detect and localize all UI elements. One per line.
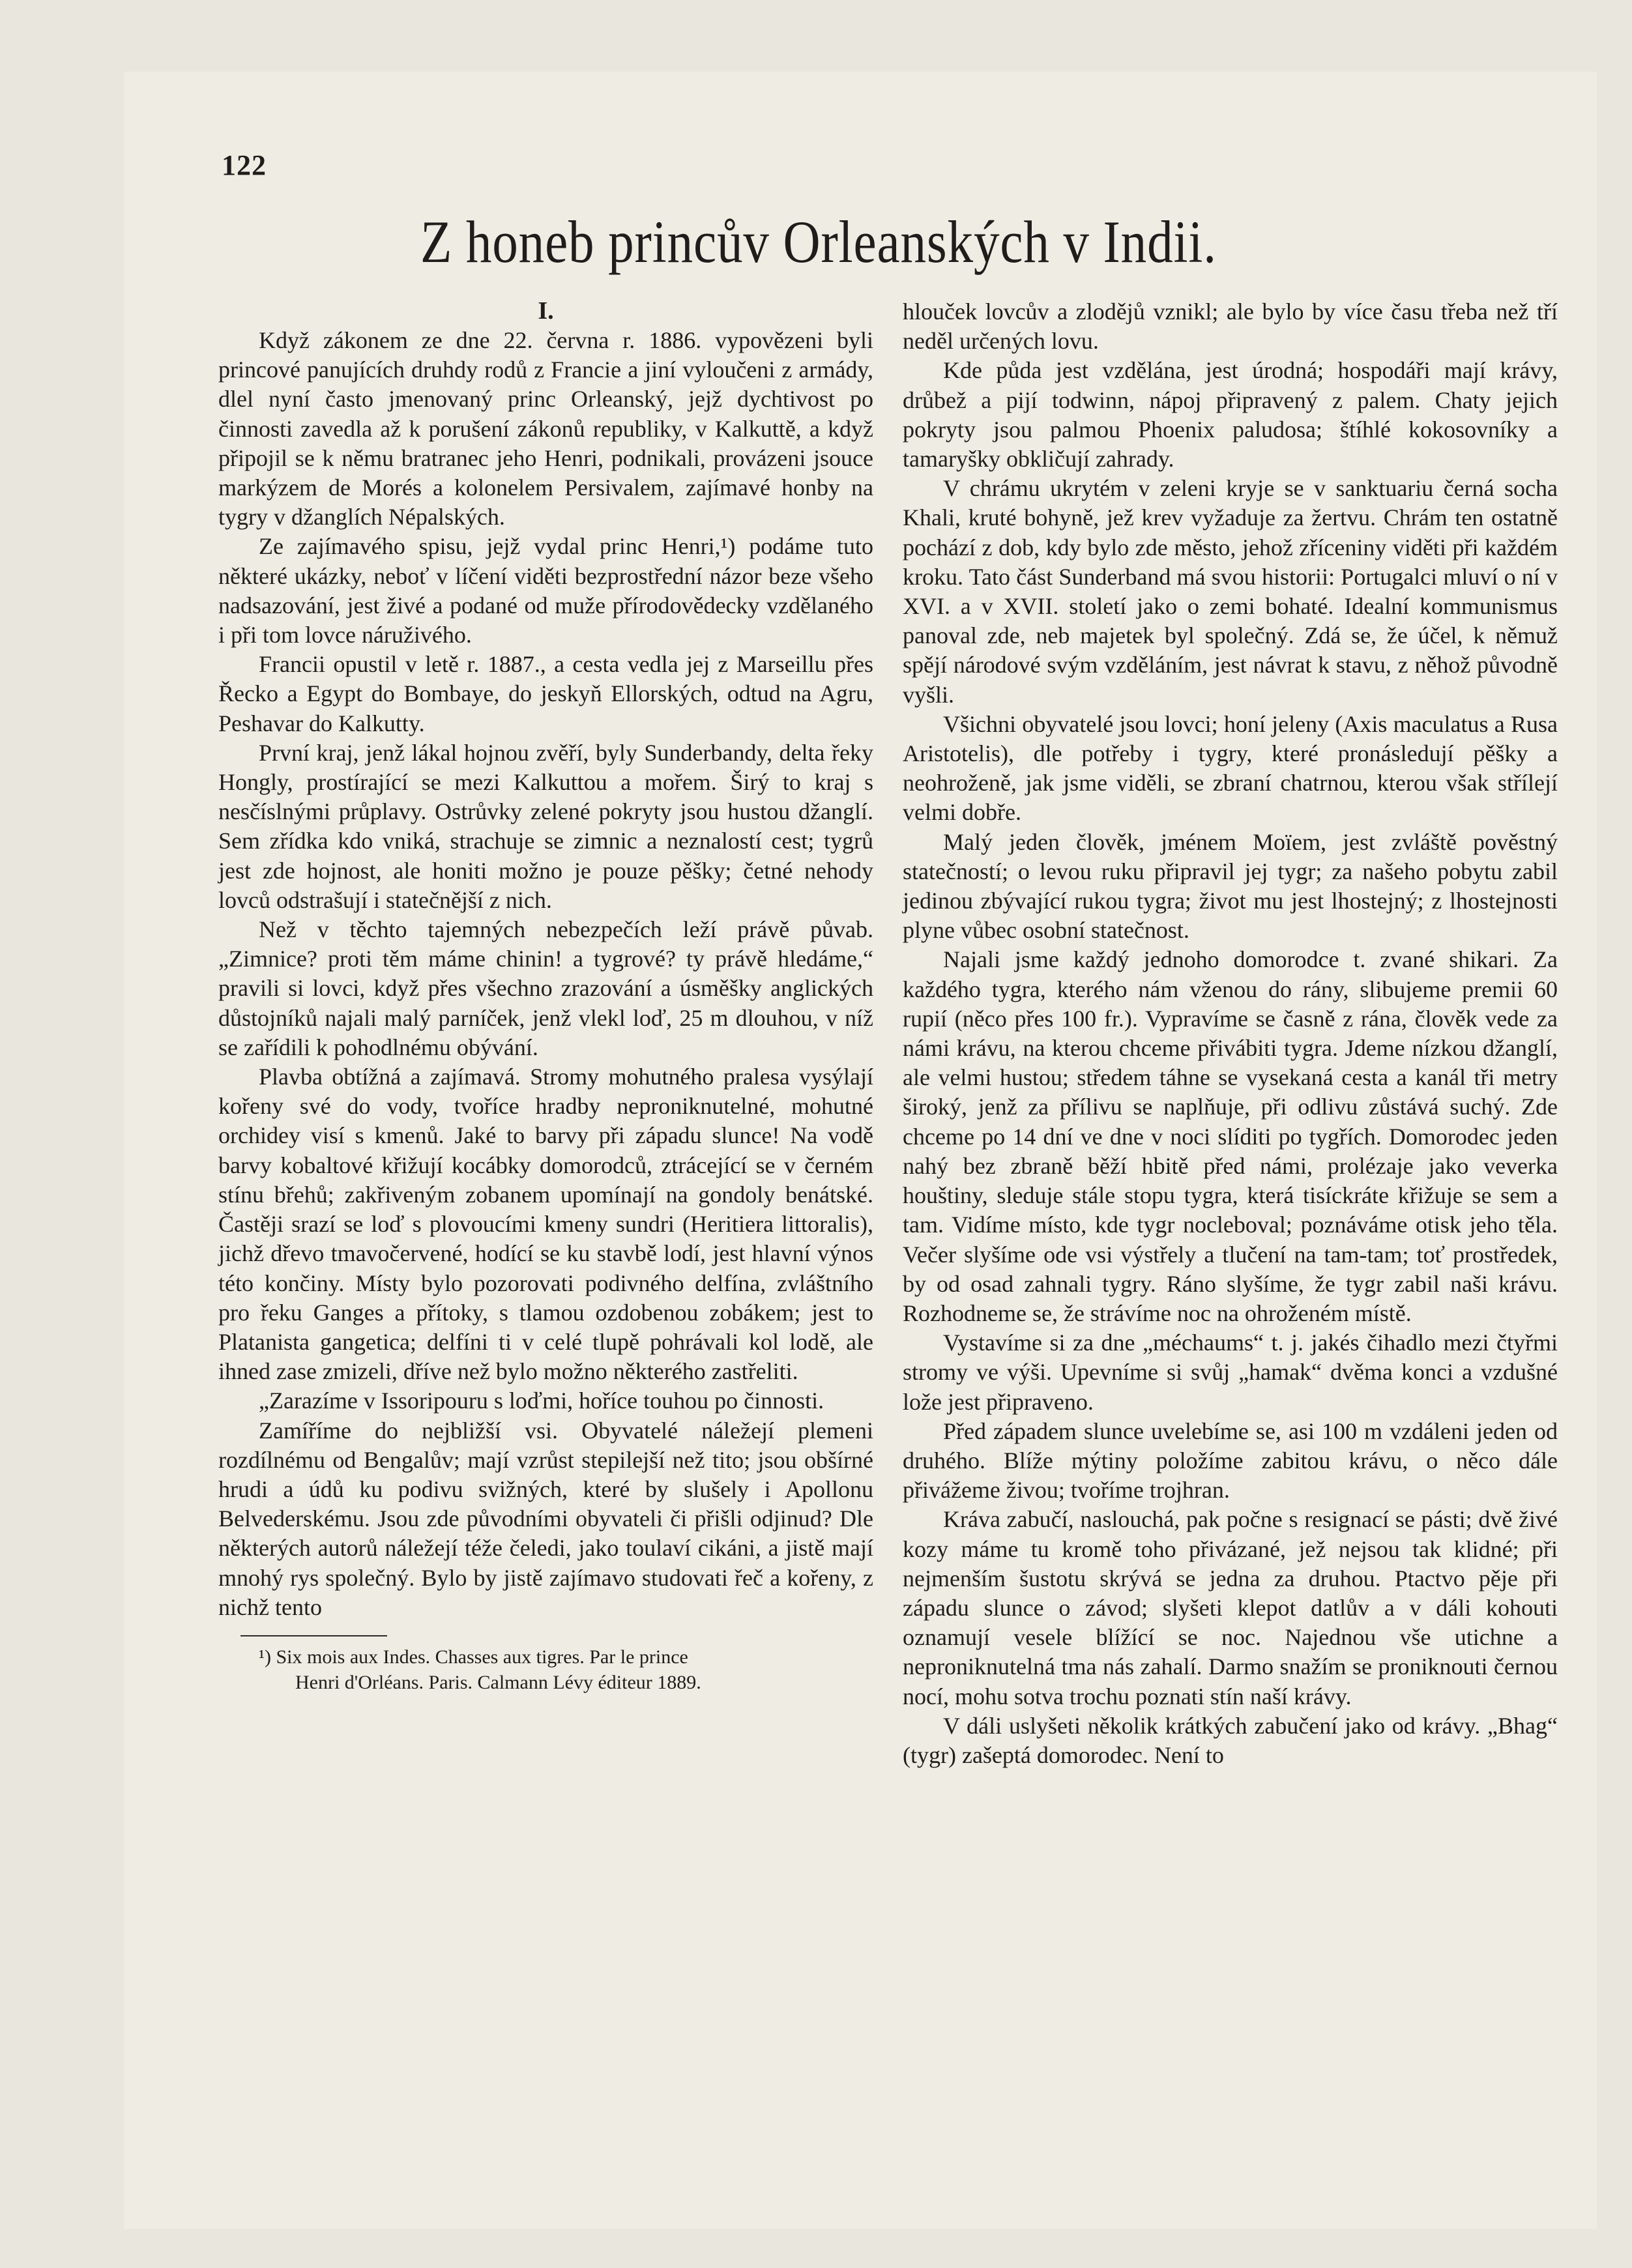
paragraph: Malý jeden člověk, jménem Moïem, jest zvláště pověstný statečností; o levou ruku připravil jej tygr; za našeho pobytu zabil jedinou zbývající rukou tygra; život mu jest lhostejný; z lhostejnosti plyne vůbec osobní statečnost.	[903, 828, 1558, 944]
paragraph: Kráva zabučí, naslouchá, pak počne s resignací se pásti; dvě živé kozy máme tu kromě toho přivázané, jež nejsou tak klidné; při nejmenším šustotu skrývá se jedna za druhou. Ptactvo pěje při západu slunce o závod; slyšeti klepot datlův a v dáli kohouti oznamují vesele blížící se noc. Najednou vše utichne a neproniknutelná tma nás zahalí. Darmo snažím se proniknouti černou nocí, mohu sotva trochu poznati stín naší krávy.	[903, 1506, 1558, 1709]
footnote-line: Henri d'Orléans. Paris. Calmann Lévy éditeur 1889.	[295, 1671, 701, 1693]
paragraph: Najali jsme každý jednoho domorodce t. zvané shikari. Za každého tygra, kterého nám vženou do rány, slibujeme premii 60 rupií (něco přes 100 fr.). Vypravíme se časně z rána, člověk vede za námi krávu, na kterou chceme přivábiti tygra. Jdeme nízkou džanglí, ale velmi hustou; středem táhne se vysekaná cesta a kanál tři metry široký, jenž za přílivu se naplňuje, při odlivu zůstává suchý. Zde chceme po 14 dní ve dne v noci slíditi po tygřích. Domorodec jeden nahý bez zbraně běží hbitě před námi, prolézaje jako veverka houštiny, sleduje stále stopu tygra, která tisíckráte křižuje se sem a tam. Vidíme místo, kde tygr nocleboval; poznáváme otisk jeho těla. Večer slyšíme ode vsi výstřely a tlučení na tam-tam; toť prostředek, by od osad zahnali tygry. Ráno slyšíme, že tygr zabil naši krávu. Rozhodneme se, že strávíme noc na ohroženém místě.	[903, 946, 1558, 1326]
paragraph: Kde půda jest vzdělána, jest úrodná; hospodáři mají krávy, drůbež a pijí todwinn, nápoj připravený z palem. Chaty jejich pokryty jsou palmou Phoenix paludosa; štíhlé kokosovníky a tamaryšky obkličují zahrady.	[903, 357, 1558, 472]
paragraph: Než v těchto tajemných nebezpečích leží právě půvab. „Zimnice? proti těm máme chinin! a tygrové? ty právě hledáme,“ pravili si lovci, když přes všechno zrazování a úsměšky anglických důstojníků najali malý parníček, jenž vlekl loď, 25 m dlouhou, v níž se zařídili k pohodlnému obývání.	[218, 916, 873, 1060]
paragraph: hlouček lovcův a zlodějů vznikl; ale bylo by více času třeba než tří neděl určených lovu.	[903, 298, 1558, 355]
page-number: 122	[222, 149, 267, 181]
right-column	[903, 297, 1558, 1770]
paragraph: Všichni obyvatelé jsou lovci; honí jeleny (Axis maculatus a Rusa Aristotelis), dle potřeby i tygry, které pronásledují pěšky a neohroženě, jak jsme viděli, se zbraní chatrnou, kterou však střílejí velmi dobře.	[903, 710, 1558, 826]
paragraph: V chrámu ukrytém v zeleni kryje se v sanktuariu černá socha Khali, kruté bohyně, jež krev vyžaduje za žertvu. Chrám ten ostatně pochází z dob, kdy bylo zde město, jehož zříceniny viděti při každém kroku. Tato část Sunderband má svou historii: Portugalci mluví o ní v XVI. a v XVII. století jako o zemi bohaté. Idealní kommunismus panoval zde, neb majetek byl společný. Zdá se, že účel, k němuž spějí národové svým vzděláním, jest návrat k stavu, z něhož původně vyšli.	[903, 475, 1558, 708]
section-number: I.	[538, 297, 554, 325]
paragraph: Ze zajímavého spisu, jejž vydal princ Henri,¹) podáme tuto některé ukázky, neboť v líčení viděti bezprostřední názor beze všeho nadsazování, jest živé a podané od muže přírodovědecky vzdělaného i při tom lovce náruživého.	[218, 533, 873, 648]
paragraph: Když zákonem ze dne 22. června r. 1886. vypovězeni byli princové panujících druhdy rodů z Francie a jiní vyloučeni z armády, dlel nyní často jmenovaný princ Orleanský, jejž dychtivost po činnosti zavedla až k porušení zákonů republiky, v Kalkuttě, a když připojil se k němu bratranec jeho Henri, podnikali, provázeni jsouce markýzem de Morés a kolonelem Persivalem, zajímavé honby na tygry v džanglích Népalských.	[218, 327, 873, 531]
paragraph: Vystavíme si za dne „méchaums“ t. j. jakés čihadlo mezi čtyřmi stromy ve výši. Upevníme si svůj „hamak“ dvěma konci a vzdušné lože jest připraveno.	[903, 1330, 1558, 1415]
footnote-divider	[240, 1635, 387, 1636]
paragraph: Plavba obtížná a zajímavá. Stromy mohutného pralesa vysýlají kořeny své do vody, tvoříce hradby neproniknutelné, mohutné orchidey visí s kmenů. Jaké to barvy při západu slunce! Na vodě barvy kobaltové křižují kocábky domorodců, ztrácející se v černém stínu břehů; zakřiveným zobanem upomínají na gondoly benátské. Častěji srazí se loď s plovoucími kmeny sundri (Heritiera littoralis), jichž dřevo tmavočervené, hodící se ku stavbě lodí, jest hlavní výnos této končiny. Místy bylo pozorovati podivného delfína, zvláštního pro řeku Ganges a přítoky, s tlamou ozdobenou zobákem; jest to Platanista gangetica; delfíni ti v celé tlupě pohrávali kol lodě, ale ihned zase zmizeli, dříve než bylo možno některého zastřeliti.	[218, 1064, 873, 1385]
left-column	[218, 297, 873, 1695]
footnote-line: ¹) Six mois aux Indes. Chasses aux tigres. Par le prince	[259, 1646, 688, 1668]
paragraph: První kraj, jenž lákal hojnou zvěří, byly Sunderbandy, delta řeky Hongly, prostírající se mezi Kalkuttou a mořem. Širý to kraj s nesčíslnými průplavy. Ostrůvky zelené pokryty jsou hustou džanglí. Sem zřídka kdo vniká, strachuje se zimnic a neznalostí cest; tygrů jest zde hojnost, ale honiti možno je pouze pěšky; četné nehody lovců odstrašují i statečnější z nich.	[218, 739, 873, 913]
article-title: Z honeb princův Orleanských v Indii.	[420, 209, 1217, 275]
paragraph: Před západem slunce uvelebíme se, asi 100 m vzdáleni jeden od druhého. Blíže mýtiny položíme zabitou krávu, o něco dále přivážeme živou; tvoříme trojhran.	[903, 1418, 1558, 1504]
paragraph: Zamíříme do nejbližší vsi. Obyvatelé náležejí plemeni rozdílnému od Bengalův; mají vzrůst stepilejší než tito; jsou obšírné hrudi a údů ku podivu svižných, které by slušely i Apollonu Belvederskému. Jsou zde původními obyvateli či přišli odjinud? Dle některých autorů náležejí téže čeledi, jako toulaví cikáni, a jistě mají mnohý rys společný. Bylo by jistě zajímavo studovati řeč a kořeny, z nichž tento	[218, 1417, 873, 1620]
paragraph: Francii opustil v letě r. 1887., a cesta vedla jej z Marseillu přes Řecko a Egypt do Bombaye, do jeskyň Ellorských, odtud na Agru, Peshavar do Kalkutty.	[218, 651, 873, 736]
paragraph: „Zarazíme v Issoripouru s loďmi, hoříce touhou po činnosti.	[259, 1388, 824, 1414]
footnote	[218, 1644, 873, 1695]
paragraph: V dáli uslyšeti několik krátkých zabučení jako od krávy. „Bhag“ (tygr) zašeptá domorodec. Není to	[903, 1712, 1558, 1768]
